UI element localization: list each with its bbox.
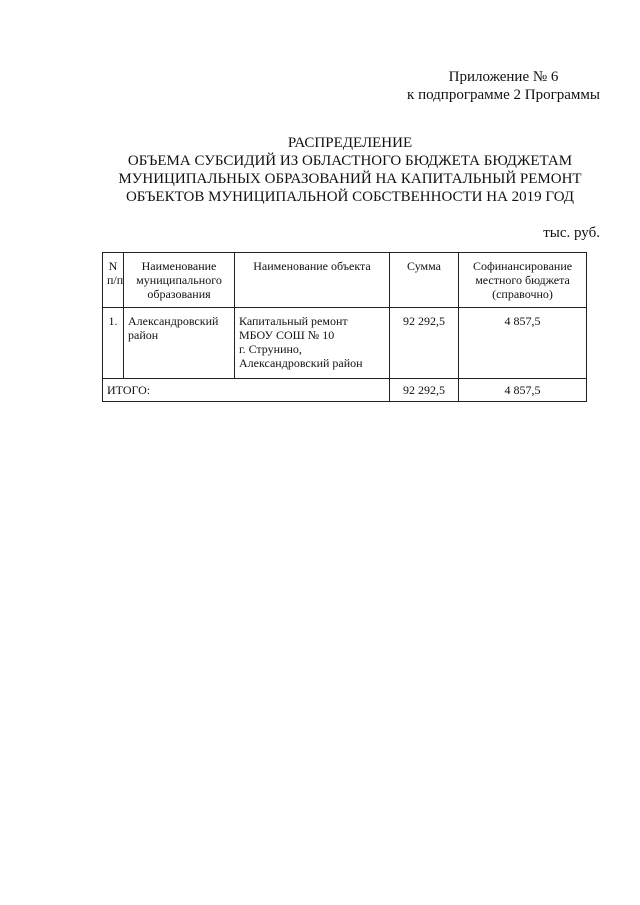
header-cofinancing-line: местного бюджета (475, 273, 570, 287)
title-line-4: ОБЪЕКТОВ МУНИЦИПАЛЬНОЙ СОБСТВЕННОСТИ НА 2019 ГОД (125, 189, 575, 205)
header-cofinancing-line: Софинансирование (472, 259, 573, 273)
table-header-row (103, 253, 587, 308)
header-object (235, 253, 390, 308)
header-cofinancing-line: (справочно) (492, 287, 553, 301)
appendix-line-2: к подпрограмме 2 Программы (407, 87, 600, 103)
row-cofinancing: 4 857,5 (459, 308, 587, 379)
row-object-line: г. Струнино, (239, 342, 302, 356)
table-row (103, 308, 587, 379)
header-municipality-line: Наименование (141, 259, 217, 273)
header-num (103, 253, 124, 308)
row-object (235, 308, 390, 379)
row-object-line: Капитальный ремонт (239, 314, 348, 328)
title-line-2: ОБЪЕМА СУБСИДИЙ ИЗ ОБЛАСТНОГО БЮДЖЕТА БЮДЖЕТАМ (127, 153, 573, 169)
title-line-3: МУНИЦИПАЛЬНЫХ ОБРАЗОВАНИЙ НА КАПИТАЛЬНЫЙ РЕМОНТ (118, 171, 582, 187)
row-object-line: МБОУ СОШ № 10 (239, 328, 335, 342)
header-num-line: N (108, 259, 118, 273)
appendix-line-1: Приложение № 6 (448, 69, 559, 85)
header-num-line: п/п (107, 273, 124, 287)
title-line-1: РАСПРЕДЕЛЕНИЕ (287, 135, 413, 151)
document-title (100, 134, 600, 206)
header-cofinancing (459, 253, 587, 308)
units-label: тыс. руб. (543, 225, 600, 241)
header-sum (390, 253, 459, 308)
header-sum-line: Сумма (407, 259, 441, 273)
appendix-reference (407, 68, 600, 104)
total-label: ИТОГО: (103, 379, 390, 402)
subsidy-table (102, 252, 587, 402)
header-municipality-line: муниципального (136, 273, 222, 287)
row-municipality (124, 308, 235, 379)
row-municipality-line: Александровский (128, 314, 219, 328)
row-object-line: Александровский район (239, 356, 363, 370)
header-municipality (124, 253, 235, 308)
header-object-line: Наименование объекта (253, 259, 371, 273)
row-sum: 92 292,5 (390, 308, 459, 379)
row-num: 1. (103, 308, 124, 379)
header-municipality-line: образования (147, 287, 211, 301)
total-sum: 92 292,5 (390, 379, 459, 402)
total-cofinancing: 4 857,5 (459, 379, 587, 402)
row-municipality-line: район (128, 328, 159, 342)
table-total-row (103, 379, 587, 402)
